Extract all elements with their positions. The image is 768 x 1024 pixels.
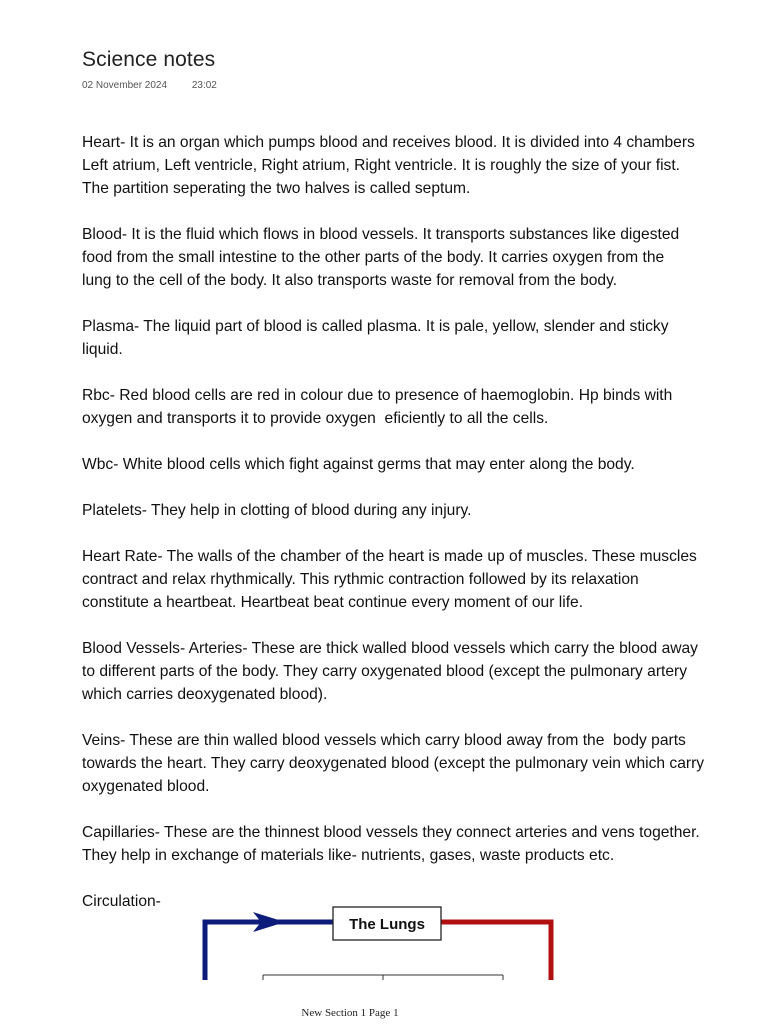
note-date: 02 November 2024 — [82, 80, 168, 91]
paragraph-platelets: Platelets- They help in clotting of blood during any injury. — [82, 502, 472, 519]
lungs-box — [333, 907, 441, 940]
paragraph-veins: Veins- These are thin walled blood vessels which carry blood away from the body parts towards the heart. They carry deoxygenated blood (except the pulmonary vein which carry oxygenated blood. — [82, 732, 705, 795]
circulation-diagram — [195, 905, 565, 980]
lungs-label: The Lungs — [349, 916, 425, 933]
paragraph-capillaries: Capillaries- These are the thinnest blood vessels they connect arteries and vens together. They help in exchange of materials like- nutrients, gases, waste products etc. — [82, 824, 700, 864]
deoxygenated-vessel — [205, 912, 333, 980]
oxygenated-vessel — [441, 922, 551, 980]
page-title: Science notes — [82, 48, 216, 71]
paragraph-heart-rate: Heart Rate- The walls of the chamber of the heart is made up of muscles. These muscles contract and relax rhythmically. This rythmic contraction followed by its relaxation constitute a heartbeat. Heartbeat beat continue every moment of our life. — [82, 548, 697, 611]
note-time: 23:02 — [191, 80, 217, 91]
paragraph-rbc: Rbc- Red blood cells are red in colour due to presence of haemoglobin. Hp binds with oxygen and transports it to provide oxygen eficiently to all the cells. — [82, 387, 673, 427]
lower-box — [263, 975, 503, 980]
paragraph-blood: Blood- It is the fluid which flows in blood vessels. It transports substances like digested food from the small intestine to the other parts of the body. It carries oxygen from the lung to the cell of the body. It also transports waste for removal from the body. — [82, 226, 680, 289]
paragraph-arteries: Blood Vessels- Arteries- These are thick walled blood vessels which carry the blood away to different parts of the body. They carry oxygenated blood (except the pulmonary artery which carries deoxygenated blood). — [82, 640, 698, 703]
paragraph-plasma: Plasma- The liquid part of blood is called plasma. It is pale, yellow, slender and sticky liquid. — [82, 318, 669, 358]
note-body — [82, 131, 768, 913]
page-meta — [82, 80, 217, 91]
paragraph-circulation: Circulation- — [82, 893, 161, 910]
paragraph-heart: Heart- It is an organ which pumps blood and receives blood. It is divided into 4 chambers Left atrium, Left ventricle, Right atrium, Right ventricle. It is roughly the size of your fist. The partition seperating the two halves is called septum. — [82, 134, 695, 197]
page-footer: New Section 1 Page 1 — [301, 1007, 399, 1019]
paragraph-wbc: Wbc- White blood cells which fight against germs that may enter along the body. — [82, 456, 635, 473]
